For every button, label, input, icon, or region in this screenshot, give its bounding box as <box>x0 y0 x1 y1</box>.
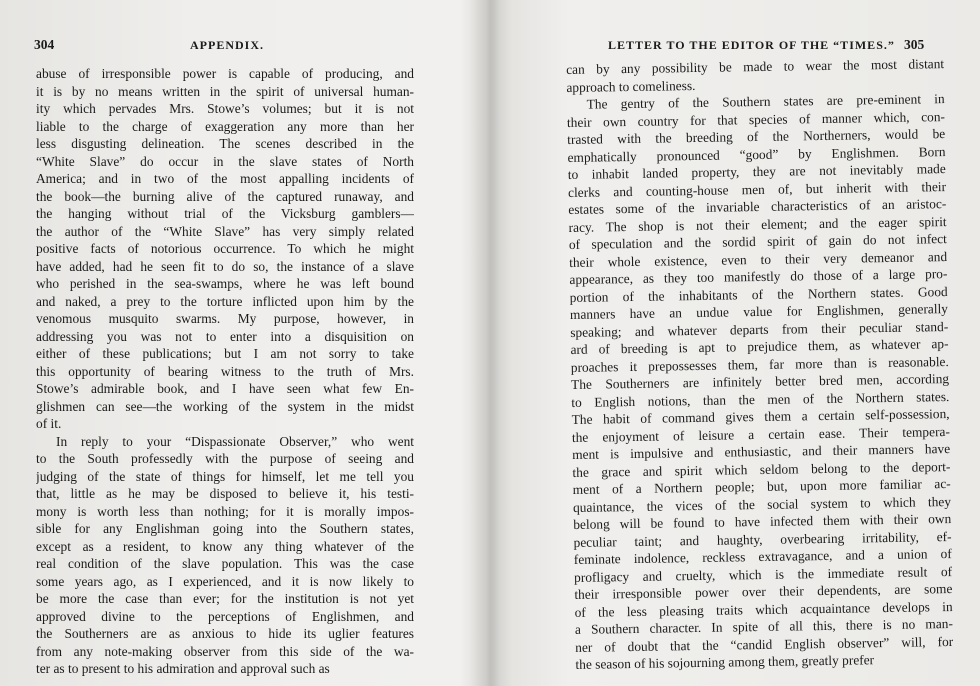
text-line: to inhabit landed property, they are not inevitably made <box>567 161 946 182</box>
text-line: that, little as he may be disposed to believe it, his testi- <box>36 486 414 501</box>
right-body-text <box>566 55 954 673</box>
text-line: approved divine to the perceptions of Englishmen, and <box>36 608 414 624</box>
text-line: The Southerners are infinitely better bred men, according <box>570 371 950 392</box>
text-line: the Southerners are as anxious to hide its uglier features <box>36 626 414 641</box>
text-line: to the South professedly with the purpose of seeing and <box>36 451 414 466</box>
text-line: ner of doubt that the “candid English observer” will, for <box>575 633 954 655</box>
text-line: addressing you was not to enter into a disquisition on <box>36 328 414 344</box>
text-line: belong will be found to have infected them with their own <box>573 511 952 532</box>
text-line: peculiar taint; and haughty, overbearing irritability, ef- <box>573 528 952 550</box>
text-line: Stowe’s admirable book, and I have seen what few En- <box>36 381 414 396</box>
text-line: proaches it prepossesses them, far more than is reasonable. <box>570 353 949 375</box>
text-line: feminate indolence, reckless extravagance, and a union of <box>573 546 952 567</box>
text-line: and naked, a prey to the torture inflicted upon him by the <box>36 293 414 309</box>
right-running-head: LETTER TO THE EDITOR OF THE “TIMES.” <box>608 38 895 52</box>
text-line: portion of the inhabitants of the Northern states. Good <box>569 283 948 305</box>
text-line: venomous musquito swarms. My purpose, however, in <box>36 311 414 326</box>
text-line: America; and in two of the most appalling incidents of <box>36 171 414 186</box>
text-line: the book—the burning alive of the captured runaway, and <box>36 188 414 204</box>
text-line: manners have an undue value for Englishmen, generally <box>569 301 949 322</box>
text-line: glishmen can see—the working of the system in the midst <box>36 398 414 414</box>
text-line: their irresponsible power over their dependents, are some <box>574 580 953 602</box>
text-line: a Southern character. In spite of all this, there is no man- <box>574 615 954 637</box>
text-line: quaintance, the vices of the social system to which they <box>572 493 952 515</box>
text-line: either of these publications; but I am not sorry to take <box>36 346 414 361</box>
text-line: profligacy and cruelty, which is the immediate result of <box>573 563 953 585</box>
text-line: be more the case than ever; for the institution is not yet <box>36 591 414 606</box>
left-body-text <box>36 65 414 678</box>
text-line: ment of a Northern people; but, upon more familiar ac- <box>572 476 951 497</box>
text-line: except as a resident, to know any thing whatever of the <box>36 538 414 554</box>
text-line: less disgusting delineation. The scenes described in the <box>36 136 414 151</box>
text-line: ter as to present to his admiration and approval such as <box>36 661 330 676</box>
text-line: The gentry of the Southern states are pre-eminent in <box>586 91 945 112</box>
text-line: real condition of the slave population. This was the case <box>36 556 414 571</box>
text-line: from any note-making observer from this side of the wa- <box>36 643 414 659</box>
text-line: estates some of the invariable characteristics of an aristoc- <box>568 196 947 217</box>
text-line: The habit of command gives them a certain self-possession, <box>571 406 950 427</box>
text-line: their own country for that species of manner which, con- <box>566 108 946 130</box>
left-page-number: 304 <box>34 37 55 52</box>
left-running-head: APPENDIX. <box>190 38 264 52</box>
text-line: the grace and spirit which seldom belong to the deport- <box>572 458 951 480</box>
text-line: of speculation and the sordid spirit of gain do not infect <box>568 231 947 252</box>
text-line: appearance, as they too manifestly do those of a large pro- <box>569 266 948 287</box>
text-line: can by any possibility be made to wear the most distant <box>566 56 945 77</box>
text-line: clerks and counting-house men of, but inherit with their <box>567 178 947 200</box>
text-line: positive facts of notorious occurrence. To which he might <box>36 241 414 256</box>
text-line: In reply to your “Dispassionate Observer,” who went <box>56 433 414 449</box>
text-line: this opportunity of bearing witness to the truth of Mrs. <box>36 363 414 379</box>
text-line: “White Slave” do occur in the slave states of North <box>36 153 414 169</box>
text-line: of it. <box>36 416 62 431</box>
text-line: approach to comeliness. <box>566 77 696 95</box>
text-line: the hanging without trial of the Vicksburg gamblers— <box>36 206 414 221</box>
text-line: emphatically pronounced “good” by Englishmen. Born <box>567 143 946 165</box>
text-line: the season of his sojourning among them, greatly prefer <box>575 652 875 672</box>
text-line: the enjoyment of leisure a certain ease. Their tempera- <box>571 423 950 445</box>
text-line: of the less pleasing traits which acquaintance develops in <box>574 598 953 620</box>
text-line: sible for any Englishman going into the Southern states, <box>36 521 414 536</box>
text-line: to English notions, than the men of the Northern states. <box>571 388 950 410</box>
text-line: ment is impulsive and enthusiastic, and their manners have <box>572 441 951 462</box>
text-line: who perished in the sea-swamps, where he was left bound <box>36 276 414 291</box>
text-line: racy. The shop is not their element; and the eager spirit <box>568 213 947 235</box>
text-line: have added, had he seen fit to do so, the instance of a slave <box>36 258 414 274</box>
text-line: ard of breeding is apt to prejudice them, as whatever ap- <box>570 336 949 357</box>
text-line: judging of the state of things for himself, let me tell you <box>36 468 414 484</box>
text-line: speaking; and whatever departs from their peculiar stand- <box>570 318 949 340</box>
text-line: ity which pervades Mrs. Stowe’s volumes; but it is not <box>36 101 414 116</box>
text-line: trasted with the breeding of the Northerners, would be <box>567 126 946 147</box>
text-line: it is by no means written in the spirit of universal human- <box>36 83 414 99</box>
text-line: abuse of irresponsible power is capable of producing, and <box>36 66 414 81</box>
right-page-number: 305 <box>904 37 925 52</box>
text-line: some years ago, as I experienced, and it is now likely to <box>36 573 414 589</box>
text-line: their whole existence, even to their very demeanor and <box>569 248 948 270</box>
text-line: liable to the charge of exaggeration any more than her <box>36 118 414 134</box>
text-line: the author of the “White Slave” has very simply related <box>36 223 414 239</box>
text-line: mony is worth less than nothing; for it is morally impos- <box>36 503 414 519</box>
right-page <box>490 0 980 686</box>
